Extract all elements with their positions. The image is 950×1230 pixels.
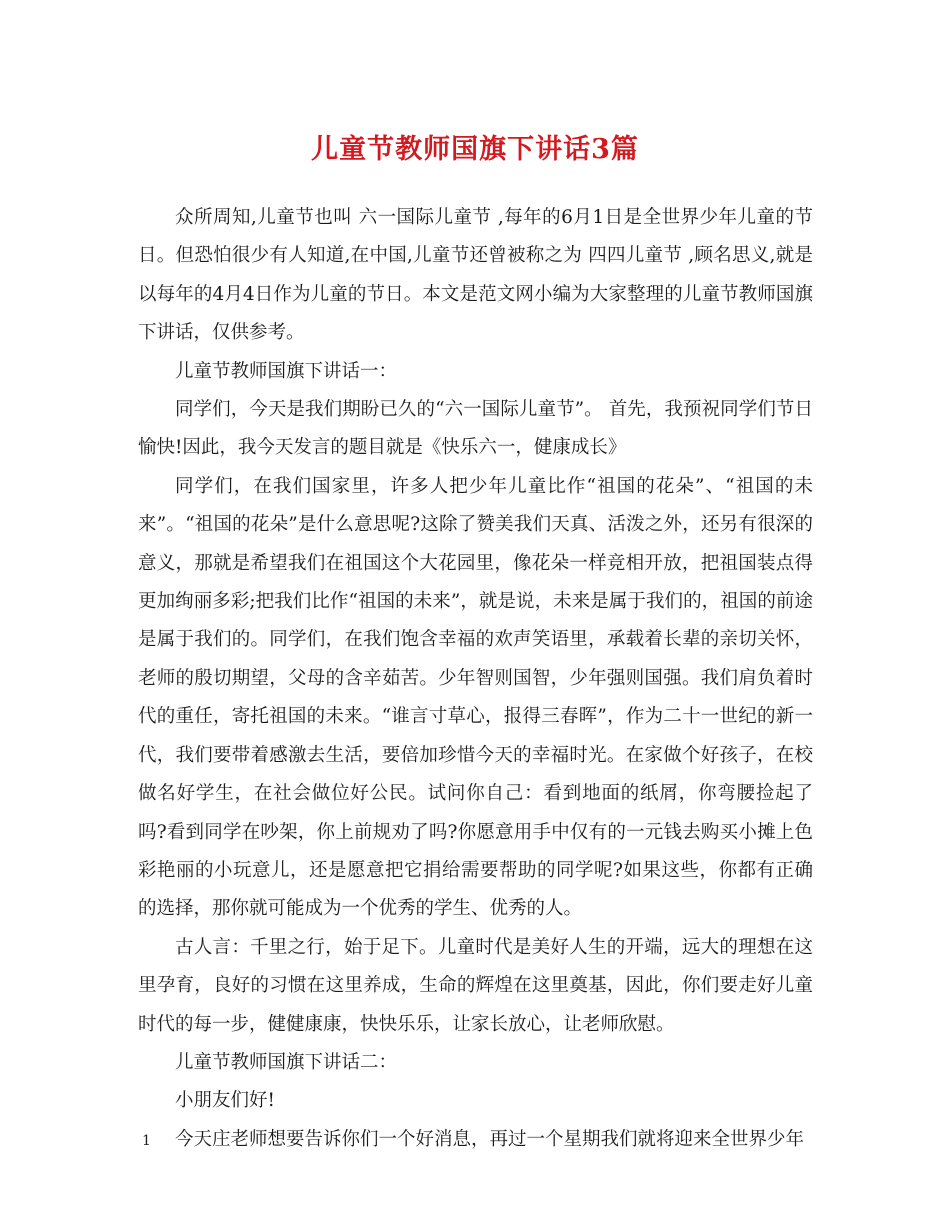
paragraph: 今天庄老师想要告诉你们一个好消息，再过一个星期我们就将迎来全世界少年 (175, 1128, 805, 1150)
section-heading-one: 儿童节教师国旗下讲话一： (175, 360, 398, 382)
page-number: 1 (142, 1133, 151, 1149)
paragraph: 同学们，在我们国家里，许多人把少年儿童比作“祖国的花朵”、“祖国的未来”。“祖国的花朵”是什么意思呢?这除了赞美我们天真、活泼之外，还另有很深的意义，那就是希望我们在祖国这个大花园里，像花朵一样竞相开放，把祖国装点得更加绚丽多彩;把我们比作“祖国的未来”，就是说，未来是属于我们的，祖国的前途是属于我们的。同学们，在我们饱含幸福的欢声笑语里，承载着长辈的亲切关怀，老师的殷切期望，父母的含辛茹苦。少年智则国智，少年强则国强。我们肩负着时代的重任，寄托祖国的未来。“谁言寸草心，报得三春晖”，作为二十一世纪的新一代，我们要带着感激去生活，要倍加珍惜今天的幸福时光。在家做个好孩子，在校做名好学生，在社会做位好公民。试问你自己：看到地面的纸屑，你弯腰捡起了吗?看到同学在吵架，你上前规劝了吗?你愿意用手中仅有的一元钱去购买小摊上色彩艳丽的小玩意儿，还是愿意把它捐给需要帮助的同学呢?如果这些，你都有正确的选择，那你就可能成为一个优秀的学生、优秀的人。 (138, 475, 813, 920)
document-title: 儿童节教师国旗下讲话3篇 (311, 134, 639, 165)
paragraph: 小朋友们好! (175, 1090, 275, 1112)
paragraph-intro: 众所周知,儿童节也叫 六一国际儿童节 ,每年的6月1日是全世界少年儿童的节日。但恐怕很少有人知道,在中国,儿童节还曾被称之为 四四儿童节 ,顾名思义,就是以每年的4月4日作为儿童的节日。本文是范文网小编为大家整理的儿童节教师国旗下讲话，仅供参考。 (138, 207, 813, 344)
document-body (138, 199, 813, 1159)
section-heading-two: 儿童节教师国旗下讲话二： (175, 1051, 398, 1073)
paragraph: 古人言：千里之行，始于足下。儿童时代是美好人生的开端，远大的理想在这里孕育，良好的习惯在这里养成，生命的辉煌在这里奠基，因此，你们要走好儿童时代的每一步，健健康康，快快乐乐，让家长放心，让老师欣慰。 (138, 936, 813, 1035)
paragraph: 同学们，今天是我们期盼已久的“六一国际儿童节”。 首先，我预祝同学们节日愉快!因此，我今天发言的题目就是《快乐六一，健康成长》 (138, 399, 813, 459)
